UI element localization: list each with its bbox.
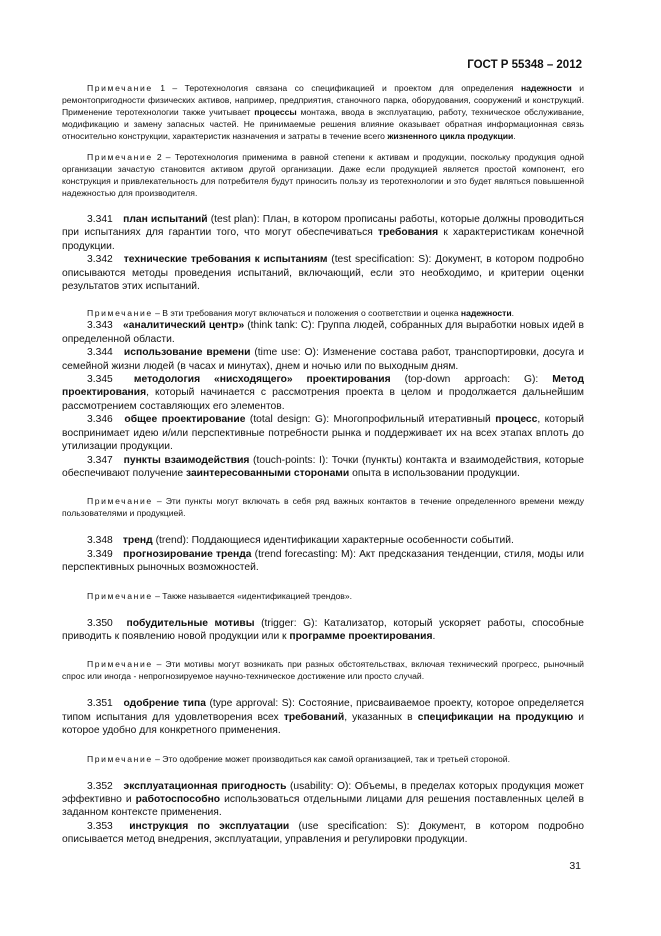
note-text: – Также называется «идентификацией трендов». — [152, 590, 353, 601]
term-number: 3.348 — [87, 535, 113, 547]
term-3351 — [62, 697, 584, 737]
note-emphasis: жизненного цикла продукции — [387, 131, 514, 141]
term-title: пункты взаимодействия — [123, 454, 250, 466]
note-label: Примечание — [87, 753, 153, 764]
note-text: монтажа, ввода в эксплуатацию, работу, техническое обслуживание, модификацию и замену запасных частей. Не принимаемые решения влияние оказывает обратная информационная связь относительно конструкции, характеристик назначения и затраты в течение всего — [62, 107, 585, 141]
term-number: 3.350 — [87, 617, 113, 629]
term-emphasis: требования — [378, 227, 439, 239]
term-text: к характеристикам конечной продукции. — [62, 227, 585, 252]
term-text: (time use: O): Изменение состава работ, транспортировки, досуга и семейной жизни людей (в часах и минутах), днем и ночью или по выходным дням. — [62, 347, 584, 372]
term-number: 3.341 — [87, 214, 113, 225]
note-label: Примечание — [87, 496, 153, 507]
note-3 — [62, 307, 584, 319]
term-title: технические требования к испытаниям — [123, 254, 328, 266]
term-3346 — [62, 413, 584, 453]
term-emphasis: Метод проектирования — [62, 374, 584, 399]
term-number: 3.352 — [87, 780, 113, 792]
note-4 — [62, 495, 584, 519]
term-text: (test specification: S): Документ, в котором подробно описываются методы проведения испытаний, включающий, если это необходимо, и критерии оценки результатов этих испытаний. — [62, 254, 585, 293]
term-number: 3.349 — [87, 548, 113, 560]
term-title: тренд — [122, 535, 153, 547]
term-3343 — [62, 319, 584, 346]
term-text: (usability: O): Объемы, в пределах которых продукция может эффективно и — [62, 780, 584, 805]
note-1 — [62, 82, 584, 142]
term-text: , указанных в — [344, 711, 418, 723]
term-text: , который начинается с рассмотрения проекта в целом и продолжается дальнейшим рассмотрением составляющих его элементов. — [62, 387, 584, 412]
note-text: . — [513, 131, 516, 141]
term-3344 — [62, 346, 584, 373]
term-text: (top-down approach: G): — [390, 374, 553, 386]
note-label: Примечание — [87, 152, 153, 162]
term-3341 — [62, 213, 584, 253]
term-3348 — [62, 534, 584, 547]
term-title: методология «нисходящего» проектирования — [133, 374, 391, 386]
term-text: (think tank: C): Группа людей, собранных для выработки новых идей в определенной области. — [62, 320, 584, 345]
term-3352 — [62, 780, 584, 820]
note-6 — [62, 658, 584, 682]
term-number: 3.342 — [87, 254, 113, 266]
note-2 — [62, 151, 584, 199]
term-3353 — [62, 820, 584, 847]
note-emphasis: процессы — [254, 107, 297, 117]
term-text: (trigger: G): Катализатор, который ускоряет работы, способные приводить к появлению новой продукции или к — [62, 617, 584, 642]
term-text: и которое удобно для конкретного применения. — [62, 711, 584, 737]
term-title: побудительные мотивы — [126, 617, 255, 629]
note-label: Примечание — [87, 83, 153, 93]
term-number: 3.347 — [87, 454, 113, 466]
term-emphasis: процесс — [495, 414, 538, 426]
term-number: 3.343 — [87, 320, 113, 332]
note-text: . — [511, 308, 515, 319]
term-title: одобрение типа — [123, 698, 206, 710]
term-number: 3.351 — [87, 698, 113, 710]
term-title: прогнозирование тренда — [123, 548, 252, 560]
note-7 — [62, 753, 584, 765]
note-text: – Это одобрение может производиться как самой организацией, так и третьей стороной. — [152, 753, 510, 764]
note-text: 1 – Теротехнология связана со спецификацией и проектом для определения — [152, 83, 521, 93]
note-label: Примечание — [87, 590, 153, 601]
term-text: , который воспринимает идею и/или перспективные потребности рынка и поддерживает их на всех этапах вплоть до утилизации продукции. — [62, 414, 584, 453]
term-emphasis: работоспособно — [135, 793, 221, 805]
term-number: 3.346 — [87, 414, 113, 426]
term-emphasis: программе проектирования — [289, 630, 433, 642]
term-title: «аналитический центр» — [123, 320, 245, 332]
term-emphasis: требований — [283, 711, 345, 723]
note-emphasis: надежности — [460, 308, 512, 319]
term-text: (total design: G): Многопрофильный итеративный — [245, 414, 496, 426]
term-title: эксплуатационная пригодность — [123, 780, 287, 792]
term-emphasis: заинтересованными сторонами — [185, 467, 350, 479]
note-5 — [62, 590, 584, 602]
note-text: – Эти мотивы могут возникать при разных обстоятельствах, включая технический прогресс, рыночный спрос или иногда - непрогнозируемое научно-техническое достижение или просто случай. — [62, 659, 584, 682]
standard-code-header: ГОСТ Р 55348 – 2012 — [467, 59, 582, 71]
term-3347 — [62, 454, 584, 481]
note-label: Примечание — [87, 659, 153, 670]
term-text: опыта в использовании продукции. — [349, 467, 520, 479]
term-emphasis: спецификации на продукцию — [417, 711, 574, 723]
term-title: использование времени — [123, 347, 251, 359]
term-3349 — [62, 548, 584, 575]
note-text: – В эти требования могут включаться и положения о соответствии и оценка — [152, 308, 461, 319]
term-text: . — [432, 630, 436, 642]
term-text: использоваться отдельными лицами для решения поставленных целей в заданном контексте применения. — [62, 793, 584, 819]
term-title: инструкция по эксплуатации — [129, 820, 290, 832]
term-title: общее проектирование — [124, 414, 246, 426]
term-title: план испытаний — [123, 214, 208, 225]
note-emphasis: надежности — [520, 83, 572, 93]
term-number: 3.345 — [87, 374, 113, 386]
term-number: 3.344 — [87, 347, 113, 359]
term-text: (touch-points: I): Точки (пункты) контакта и взаимодействия, которые обеспечивают получение — [62, 454, 584, 479]
note-label: Примечание — [87, 308, 153, 319]
term-text: (trend): Поддающиеся идентификации характерные особенности событий. — [152, 535, 514, 547]
page-number: 31 — [569, 860, 581, 872]
term-text: (use specification: S): Документ, в котором подробно описывается метод внедрения, эксплуатации, управления и регулировки продукции. — [62, 820, 584, 846]
term-text: (trend forecasting: M): Акт предсказания тенденции, стиля, моды или перспективных рыночных возможностей. — [62, 548, 584, 574]
term-3350 — [62, 617, 584, 644]
term-number: 3.353 — [87, 820, 113, 832]
term-3345 — [62, 373, 584, 413]
note-text: и ремонтопригодности физических активов, например, предприятия, станочного парка, оборудования, сооружений и конструкций. Применение теротехнологии также учитывает — [62, 83, 584, 117]
note-text: – Эти пункты могут включать в себя ряд важных контактов в течение определенного времени между пользователями и продукцией. — [62, 496, 584, 519]
term-text: (type approval: S): Состояние, присваиваемое проекту, которое определяется типом испытания для удовлетворения всех — [62, 698, 584, 723]
document-body — [62, 82, 584, 847]
term-text: (test plan): План, в котором прописаны работы, которые должны проводиться при испытаниях для гарантии того, что могут обеспечиваться — [62, 214, 584, 239]
note-text: 2 – Теротехнология применима в равной степени к активам и продукции, поскольку продукция одной организации зачастую становится активом другой организации. Даже если продукцией является простой компонент, его конструкция и привлекательность для потребителя будут приносить пользу из теротехнологии и это будет являться повышенной надежностью для производителя. — [62, 152, 584, 198]
term-3342 — [62, 253, 584, 293]
